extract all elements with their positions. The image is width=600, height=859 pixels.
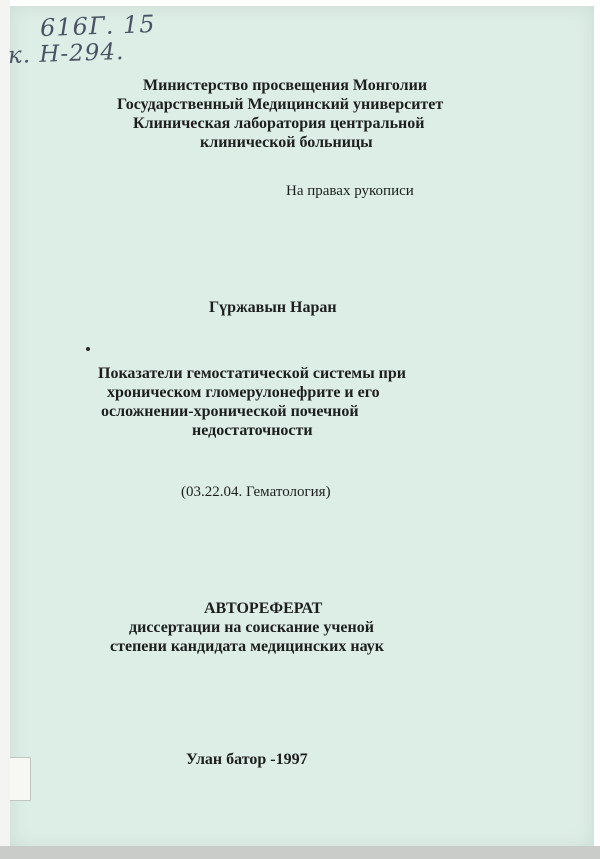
header-hospital: клинической больницы xyxy=(200,134,373,151)
header-laboratory: Клиническая лаборатория центральной xyxy=(133,115,425,132)
place-and-year: Улан батор -1997 xyxy=(186,751,308,768)
title-line-1: Показатели гемостатической системы при xyxy=(98,365,407,382)
header-university: Государственный Медицинский университет xyxy=(117,96,444,113)
handwritten-shelf-mark: к. Н-294. xyxy=(7,38,125,70)
library-sticker xyxy=(10,757,31,801)
document-type-heading: АВТОРЕФЕРАТ xyxy=(204,600,323,617)
ink-dot xyxy=(86,347,90,351)
handwritten-catalog-number: 616Г. 15 xyxy=(39,9,156,43)
document-type-line-1: диссертации на соискание ученой xyxy=(129,619,374,636)
specialty-code: (03.22.04. Гематология) xyxy=(181,484,331,500)
title-line-3: осложнении-хронической почечной xyxy=(101,403,359,420)
document-type-line-2: степени кандидата медицинских наук xyxy=(110,638,384,655)
page-bottom-edge xyxy=(0,846,600,859)
manuscript-rights: На правах рукописи xyxy=(286,183,414,199)
title-line-2: хроническом гломерулонефрите и его xyxy=(107,384,380,401)
header-ministry: Министерство просвещения Монголии xyxy=(143,77,428,94)
title-line-4: недостаточности xyxy=(192,422,313,439)
author-name: Гүржавын Наран xyxy=(209,299,337,316)
page-left-edge xyxy=(0,0,10,859)
